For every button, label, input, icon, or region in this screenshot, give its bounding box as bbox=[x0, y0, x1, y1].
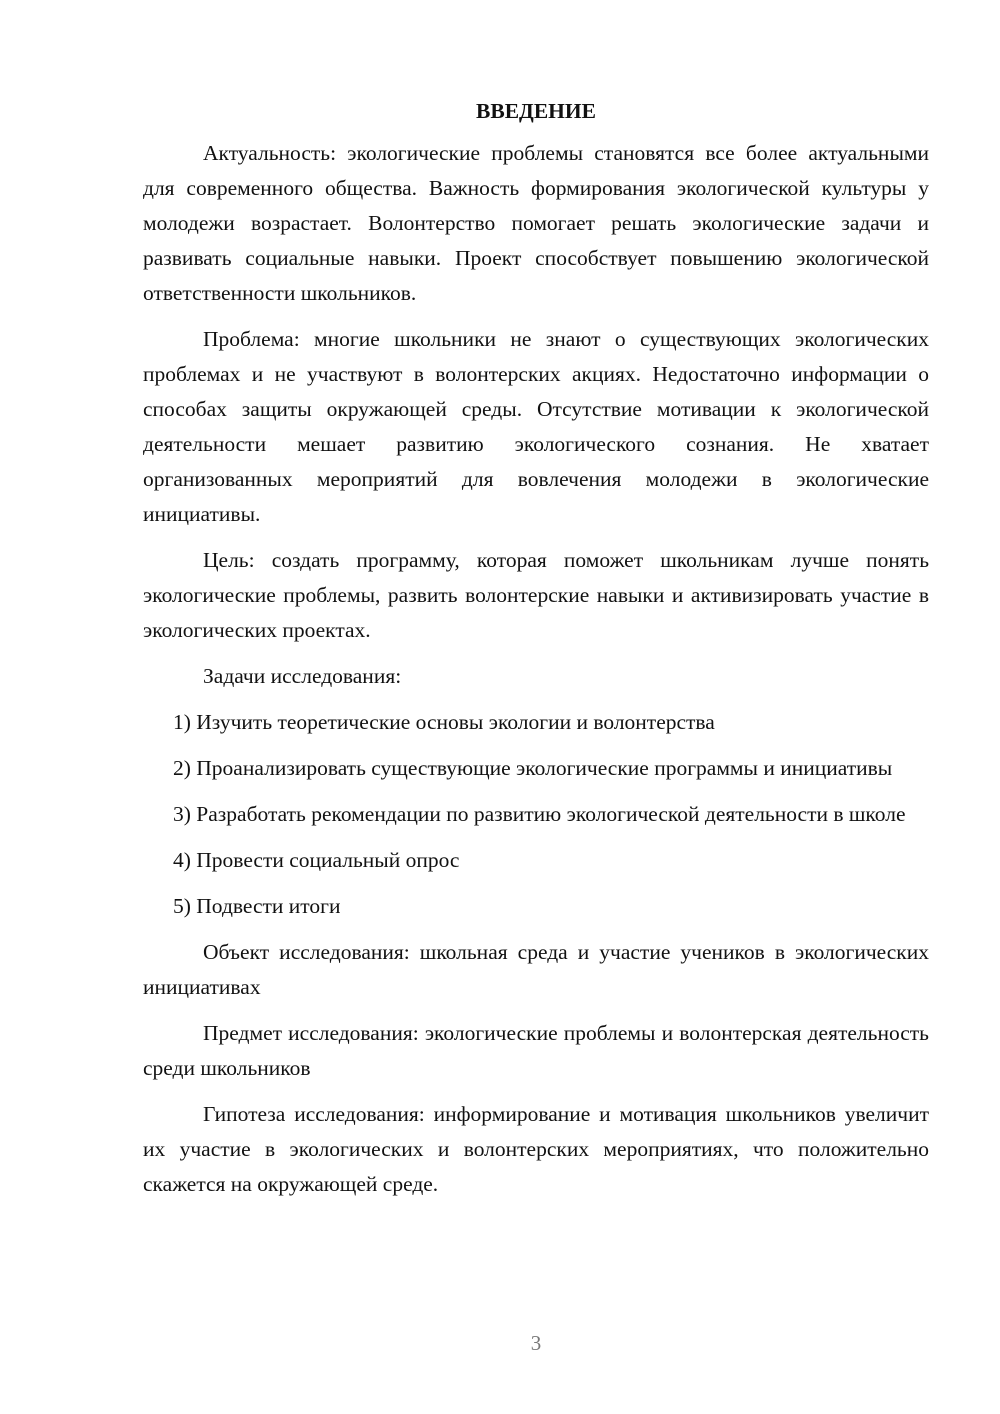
page-content bbox=[143, 92, 929, 1213]
task-item-4: 4) Провести социальный опрос bbox=[173, 848, 460, 872]
task-item-2: 2) Проанализировать существующие экологические программы и инициативы bbox=[173, 756, 893, 780]
page-number: 3 bbox=[530, 1331, 542, 1355]
goal-paragraph: Цель: создать программу, которая поможет школьникам лучше понять экологические проблемы, развить волонтерские навыки и активизировать участие в экологических проектах. bbox=[143, 548, 929, 642]
task-item-1: 1) Изучить теоретические основы экологии и волонтерства bbox=[173, 710, 715, 734]
section-title: ВВЕДЕНИЕ bbox=[476, 99, 596, 123]
relevance-paragraph: Актуальность: экологические проблемы становятся все более актуальными для современного общества. Важность формирования экологической культуры у молодежи возрастает. Волонтерство помогает решать экологические задачи и развивать социальные навыки. Проект способствует повышению экологической ответственности школьников. bbox=[143, 141, 929, 305]
task-item-5: 5) Подвести итоги bbox=[173, 894, 341, 918]
problem-paragraph: Проблема: многие школьники не знают о существующих экологических проблемах и не участвуют в волонтерских акциях. Недостаточно информации о способах защиты окружающей среды. Отсутствие мотивации к экологической деятельности мешает развитию экологического сознания. Не хватает организованных мероприятий для вовлечения молодежи в экологические инициативы. bbox=[143, 327, 929, 526]
subject-paragraph: Предмет исследования: экологические проблемы и волонтерская деятельность среди школьников bbox=[143, 1021, 929, 1080]
object-paragraph: Объект исследования: школьная среда и участие учеников в экологических инициативах bbox=[143, 940, 929, 999]
task-item-3: 3) Разработать рекомендации по развитию экологической деятельности в школе bbox=[173, 802, 906, 826]
hypothesis-paragraph: Гипотеза исследования: информирование и мотивация школьников увеличит их участие в экологических и волонтерских мероприятиях, что положительно скажется на окружающей среде. bbox=[143, 1102, 929, 1196]
tasks-heading: Задачи исследования: bbox=[203, 664, 402, 688]
